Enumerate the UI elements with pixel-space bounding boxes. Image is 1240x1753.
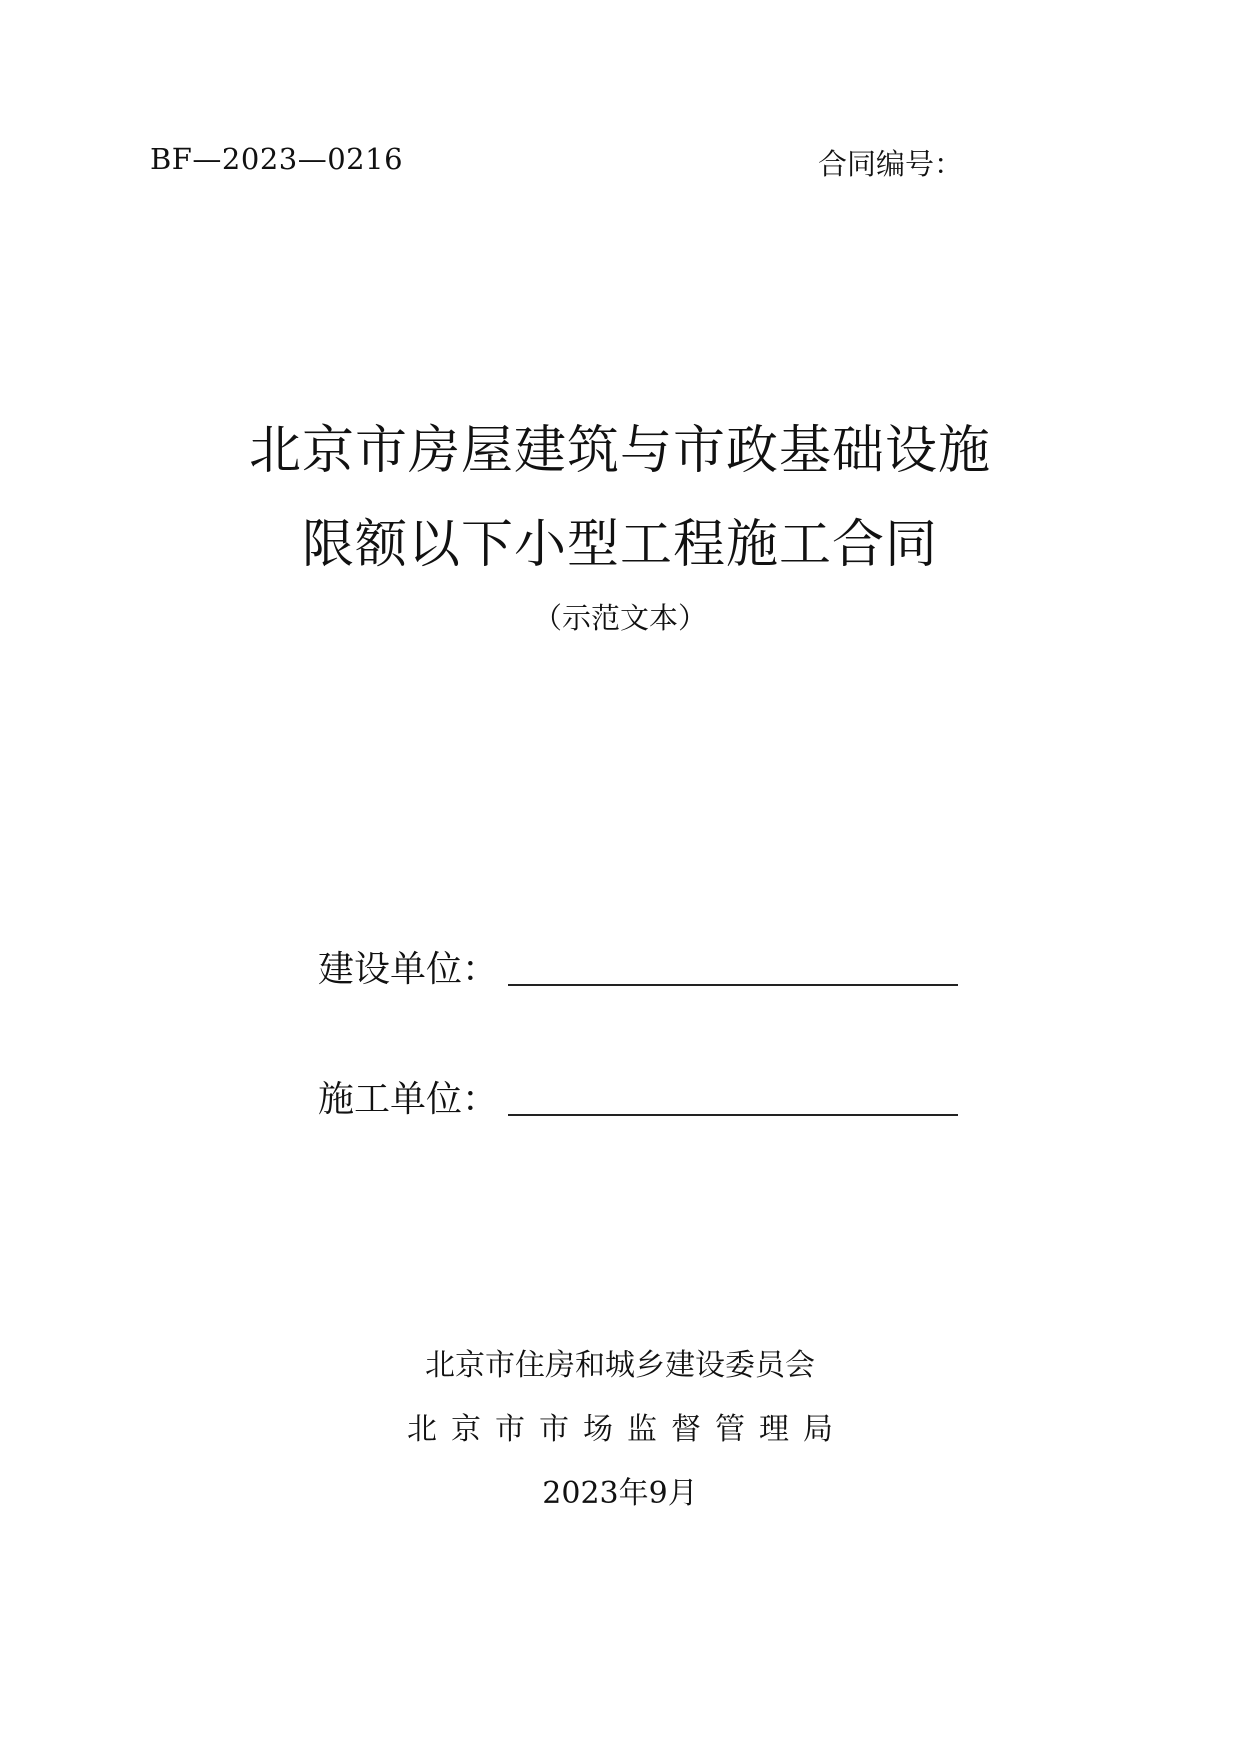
document-subtitle: （示范文本） bbox=[532, 601, 707, 635]
issuer-market-bureau: 北京市市场监督管理局 bbox=[407, 1412, 847, 1447]
owner-blank-line bbox=[508, 984, 958, 986]
contractor-blank-line bbox=[508, 1114, 958, 1116]
owner-label: 建设单位： bbox=[318, 949, 499, 990]
owner-field bbox=[318, 950, 958, 990]
contractor-label: 施工单位： bbox=[318, 1079, 499, 1120]
document-code: BF—2023—0216 bbox=[150, 142, 404, 176]
document-title-line-2: 限额以下小型工程施工合同 bbox=[301, 515, 938, 575]
issue-date: 2023年9月 bbox=[542, 1476, 698, 1511]
issuer-commission: 北京市住房和城乡建设委员会 bbox=[425, 1348, 815, 1383]
contract-number-label: 合同编号： bbox=[818, 147, 964, 181]
document-title-line-1: 北京市房屋建筑与市政基础设施 bbox=[248, 421, 991, 481]
contractor-field bbox=[318, 1080, 958, 1120]
